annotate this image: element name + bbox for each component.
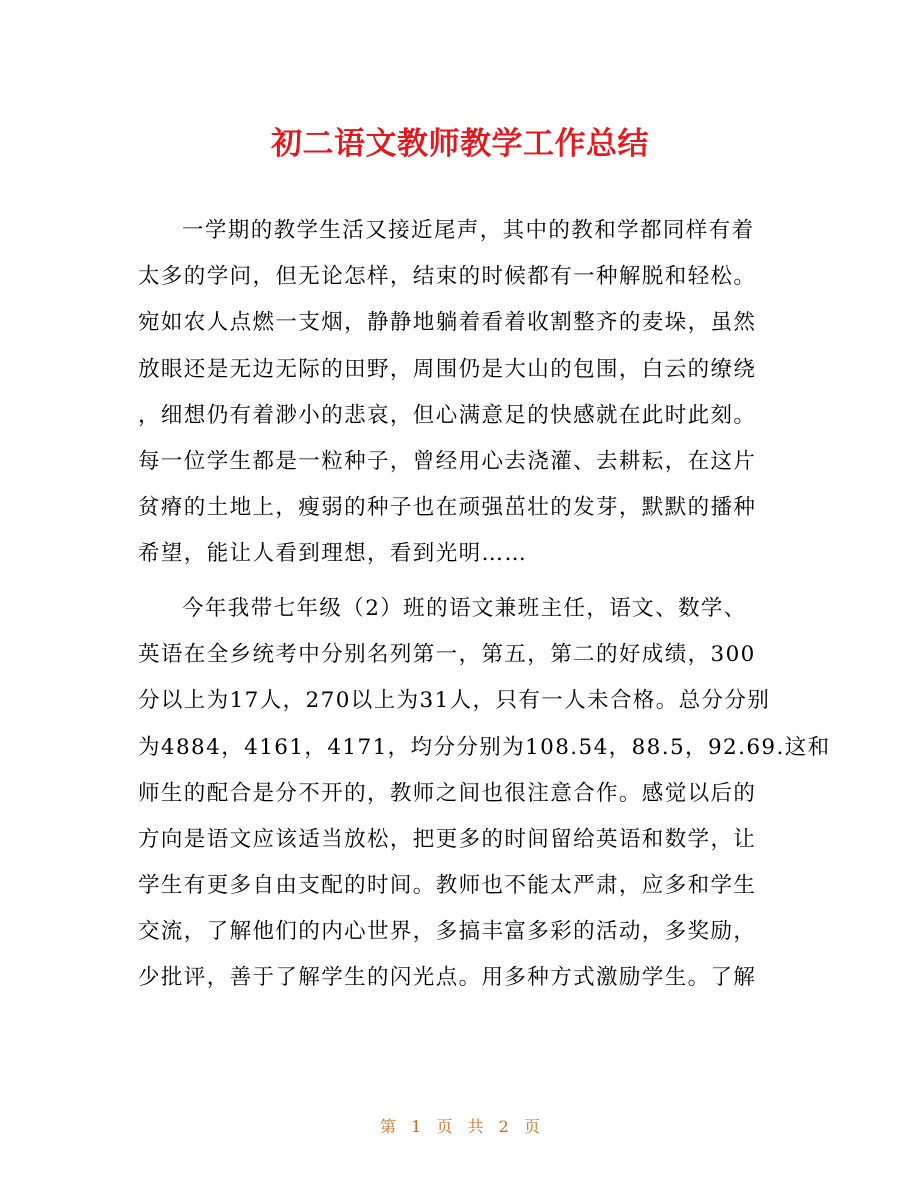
paragraph-1-line-1: 一学期的教学生活又接近尾声，其中的教和学都同样有着 <box>182 218 755 243</box>
footer-page-word: 页 <box>436 1117 453 1136</box>
paragraph-2-line-7: 学生有更多自由支配的时间。教师也不能太严肃，应多和学生 <box>138 873 757 898</box>
document-title: 初二语文教师教学工作总结 <box>271 126 649 162</box>
paragraph-2-line-8: 交流，了解他们的内心世界，多搞丰富多彩的活动，多奖励， <box>138 919 757 944</box>
paragraph-2-line-3: 分以上为17人，270以上为31人，只有一人未合格。总分分别 <box>138 688 771 713</box>
paragraph-2-line-6: 方向是语文应该适当放松，把更多的时间留给英语和数学，让 <box>138 827 757 852</box>
paragraph-1-line-8: 希望，能让人看到理想，看到光明…… <box>138 541 528 566</box>
paragraph-2-line-9: 少批评，善于了解学生的闪光点。用多种方式激励学生。了解 <box>138 965 757 990</box>
paragraph-2-line-5: 师生的配合是分不开的，教师之间也很注意合作。感觉以后的 <box>138 781 757 806</box>
footer-suffix: 页 <box>523 1117 540 1136</box>
paragraph-1-line-6: 每一位学生都是一粒种子，曾经用心去浇灌、去耕耘，在这片 <box>138 449 757 474</box>
page-footer <box>0 1114 920 1137</box>
paragraph-2-line-2: 英语在全乡统考中分别名列第一，第五，第二的好成绩，300 <box>138 642 756 667</box>
footer-total-prefix: 共 <box>467 1117 484 1136</box>
footer-total-pages: 2 <box>498 1117 509 1136</box>
paragraph-1-line-4: 放眼还是无边无际的田野，周围仍是大山的包围，白云的缭绕 <box>138 357 757 382</box>
paragraph-1-line-7: 贫瘠的土地上，瘦弱的种子也在顽强茁壮的发芽，默默的播种 <box>138 495 757 520</box>
paragraph-2-line-1: 今年我带七年级（2）班的语文兼班主任，语文、数学、 <box>182 596 747 621</box>
footer-current-page: 1 <box>411 1117 422 1136</box>
footer-prefix: 第 <box>380 1117 397 1136</box>
paragraph-1-line-3: 宛如农人点燃一支烟，静静地躺着看着收割整齐的麦垛，虽然 <box>138 310 757 335</box>
paragraph-2-line-4: 为4884，4161，4171，均分分别为108.54，88.5，92.69.这和 <box>138 735 831 760</box>
paragraph-1-line-5: ，细想仍有着渺小的悲哀，但心满意足的快感就在此时此刻。 <box>138 403 757 428</box>
paragraph-1-line-2: 太多的学问，但无论怎样，结束的时候都有一种解脱和轻松。 <box>138 264 757 289</box>
